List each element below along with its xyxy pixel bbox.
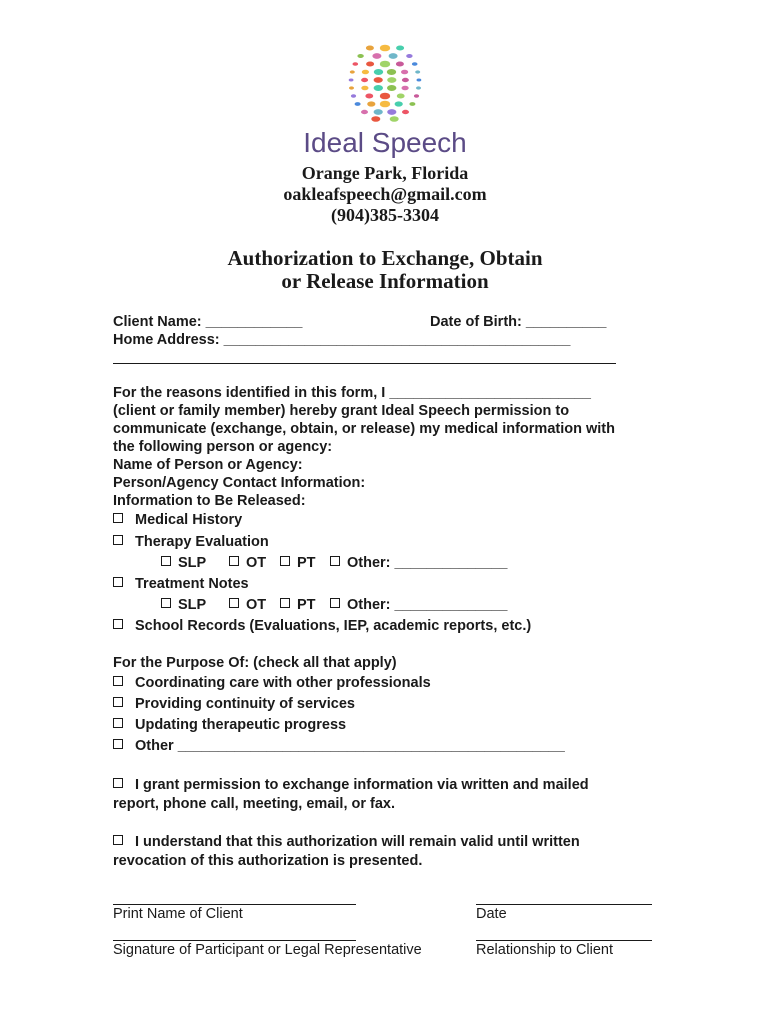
logo-bubble [380,101,390,108]
notes-pt-option[interactable]: PT [280,597,316,613]
checkbox[interactable] [113,739,123,749]
checkbox[interactable] [113,835,123,845]
checkbox[interactable] [113,718,123,728]
location: Orange Park, Florida [301,163,469,183]
logo-bubble [387,77,396,83]
notes-other-option[interactable]: Other: ______________ [330,597,507,613]
notes-ot-option[interactable]: OT [229,597,266,613]
checkbox[interactable] [330,556,340,566]
checkbox[interactable] [113,577,123,587]
reasons-line-1: For the reasons identified in this form, I _________________________ [113,385,591,401]
school-records-option[interactable]: School Records (Evaluations, IEP, academic reports, etc.) [113,618,531,634]
logo-bubble [406,54,412,58]
purpose-option-other[interactable]: Other ________________________________________________ [113,738,565,754]
date-line[interactable] [476,904,652,905]
logo-bubble [374,109,383,115]
eval-other-option[interactable]: Other: ______________ [330,555,507,571]
reasons-line-3: communicate (exchange, obtain, or release) my medical information with [113,421,615,437]
logo-bubble [361,78,368,82]
logo-bubble [374,69,383,75]
logo-bubble [396,46,404,51]
logo-bubble [397,94,405,99]
logo-bubble [390,116,399,122]
logo-bubble [361,110,368,114]
home-address-field[interactable]: Home Address: ___________________________________________ [113,332,571,348]
checkbox[interactable] [161,556,171,566]
purpose-option-progress[interactable]: Updating therapeutic progress [113,717,346,733]
date-of-birth-field[interactable]: Date of Birth: __________ [430,314,607,330]
signature-line[interactable] [113,940,356,941]
client-name-field[interactable]: Client Name: ____________ [113,314,303,330]
reasons-line-2: (client or family member) hereby grant Ideal Speech permission to [113,403,570,419]
info-released-label: Information to Be Released: [113,493,306,509]
logo-bubble [417,79,422,82]
logo-bubble [349,86,354,89]
checkbox[interactable] [113,619,123,629]
logo-bubble [402,110,409,114]
logo-bubble [367,101,375,106]
validity-line2: revocation of this authorization is presented. [113,853,423,869]
logo-bubble [349,79,354,82]
ideal-speech-logo [340,40,430,125]
logo-bubble [387,85,396,91]
logo-bubble [380,93,390,100]
checkbox[interactable] [113,778,123,788]
logo-bubble [380,61,390,68]
print-name-label: Print Name of Client [113,906,243,922]
date-label: Date [476,906,507,922]
logo-bubble [361,86,368,91]
checkbox[interactable] [229,598,239,608]
logo-bubble [387,69,396,75]
purpose-option-continuity[interactable]: Providing continuity of services [113,696,355,712]
eval-slp-option[interactable]: SLP [161,555,206,571]
document-title-line2: or Release Information [281,269,489,293]
medical-history-option[interactable]: Medical History [113,512,242,528]
grant-permission-option[interactable]: I grant permission to exchange information via written and mailed [113,777,589,793]
logo-bubble [401,70,408,75]
logo-bubble [372,53,381,59]
brand-name: Ideal Speech [303,127,467,158]
logo-bubble [389,53,398,59]
relationship-line[interactable] [476,940,652,941]
logo-bubble [414,94,419,97]
phone: (904)385-3304 [331,205,439,225]
treatment-notes-option[interactable]: Treatment Notes [113,576,249,592]
logo-bubble [402,86,409,91]
purpose-heading: For the Purpose Of: (check all that apply) [113,655,397,671]
logo-bubble [355,102,361,106]
logo-bubble [380,45,390,52]
checkbox[interactable] [113,676,123,686]
logo-bubble [365,94,373,99]
logo-bubble [402,78,409,82]
logo-bubble [366,46,374,51]
logo-bubble [409,102,415,106]
checkbox[interactable] [280,598,290,608]
signature-label: Signature of Participant or Legal Representative [113,942,422,958]
print-name-line[interactable] [113,904,356,905]
logo-bubble [374,85,383,91]
relationship-label: Relationship to Client [476,942,614,958]
purpose-option-coordinating[interactable]: Coordinating care with other professionals [113,675,431,691]
logo-bubble [351,94,356,97]
logo-bubble [362,70,369,75]
logo-bubble [387,109,396,115]
validity-acknowledgement-option[interactable]: I understand that this authorization will remain valid until written [113,834,580,850]
logo-bubble [416,86,421,89]
checkbox[interactable] [113,697,123,707]
logo-bubble [357,54,363,58]
eval-ot-option[interactable]: OT [229,555,266,571]
logo-bubble [396,62,404,67]
notes-slp-option[interactable]: SLP [161,597,206,613]
eval-pt-option[interactable]: PT [280,555,316,571]
address-continuation-line[interactable] [113,363,616,364]
logo-bubble [395,101,403,106]
person-agency-label: Name of Person or Agency: [113,457,303,473]
therapy-evaluation-option[interactable]: Therapy Evaluation [113,534,269,550]
checkbox[interactable] [113,535,123,545]
checkbox[interactable] [280,556,290,566]
logo-bubble [350,70,355,73]
logo-bubble [412,62,418,66]
checkbox[interactable] [113,513,123,523]
reasons-line-4: the following person or agency: [113,439,333,455]
logo-bubble [374,77,383,83]
logo-bubble [415,70,420,73]
checkbox[interactable] [161,598,171,608]
document-title-line1: Authorization to Exchange, Obtain [227,246,543,270]
logo-bubble [353,62,359,66]
contact-info-label: Person/Agency Contact Information: [113,475,366,491]
checkbox[interactable] [330,598,340,608]
email: oakleafspeech@gmail.com [283,184,487,204]
grant-permission-line2: report, phone call, meeting, email, or fax. [113,796,396,812]
checkbox[interactable] [229,556,239,566]
logo-bubble [371,116,380,122]
logo-bubble [366,62,374,67]
